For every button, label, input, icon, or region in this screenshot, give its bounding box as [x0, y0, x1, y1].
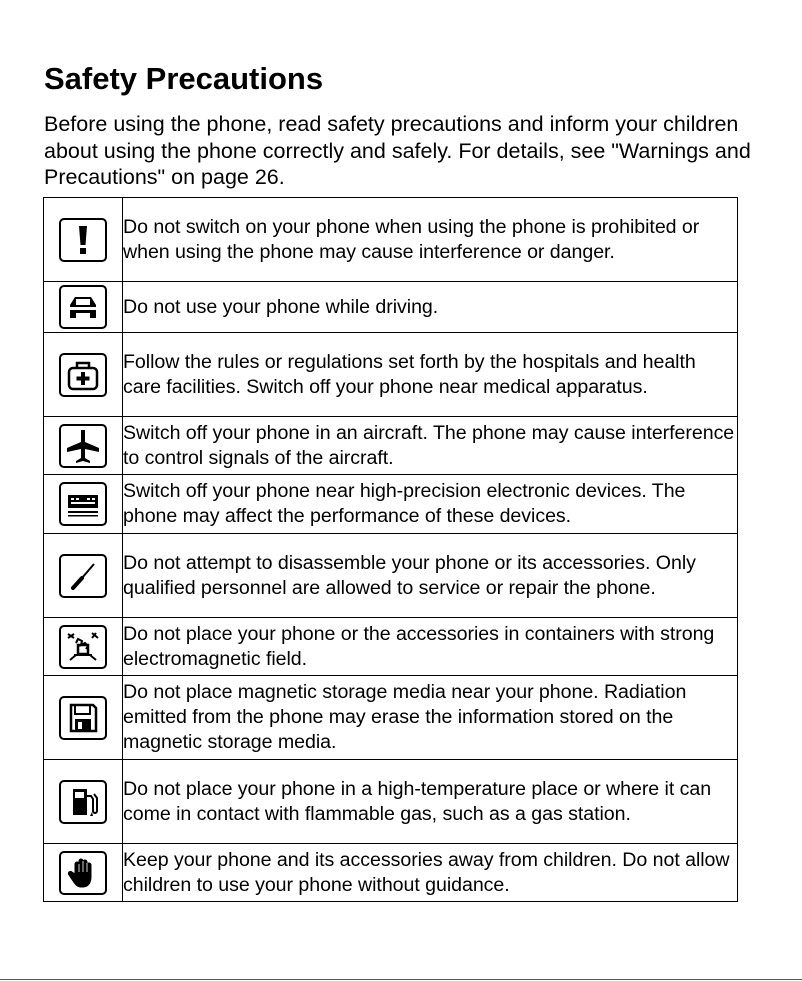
precaution-text: Do not attempt to disassemble your phone or its accessories. Only qualified personnel are allowed to service or repair the phone.: [123, 534, 738, 618]
precaution-text: Follow the rules or regulations set forth by the hospitals and health care facilities. Switch off your phone near medical apparatus.: [123, 333, 738, 417]
precaution-text: Switch off your phone in an aircraft. The phone may cause interference to control signals of the aircraft.: [123, 417, 738, 475]
precaution-text: Do not switch on your phone when using the phone is prohibited or when using the phone may cause interference or danger.: [123, 198, 738, 282]
gas-pump-icon: [59, 780, 107, 824]
car-icon: [59, 285, 107, 329]
precaution-text: Switch off your phone near high-precision electronic devices. The phone may affect the performance of these devices.: [123, 475, 738, 534]
page-title: Safety Precautions: [44, 61, 324, 96]
precaution-text: Do not place your phone in a high-temperature place or where it can come in contact with flammable gas, such as a gas station.: [123, 760, 738, 844]
table-row: [44, 676, 738, 760]
electromagnetic-field-icon: [59, 625, 107, 669]
table-row: [44, 198, 738, 282]
table-row: [44, 333, 738, 417]
table-row: [44, 282, 738, 333]
precautions-table: [43, 197, 738, 902]
precaution-text: Do not place your phone or the accessories in containers with strong electromagnetic field.: [123, 618, 738, 676]
airplane-icon: [59, 424, 107, 468]
intro-paragraph: Before using the phone, read safety precautions and inform your children about using the phone correctly and safely. For details, see "Warnings and Precautions" on page 26.: [44, 112, 751, 189]
table-row: [44, 475, 738, 534]
screwdriver-icon: [59, 554, 107, 598]
hand-stop-icon: [59, 851, 107, 895]
precaution-text: Keep your phone and its accessories away from children. Do not allow children to use your phone without guidance.: [123, 844, 738, 902]
table-row: [44, 618, 738, 676]
precaution-text: Do not place magnetic storage media near your phone. Radiation emitted from the phone may erase the information stored on the magnetic storage media.: [123, 676, 738, 760]
floppy-disk-icon: [59, 696, 107, 740]
table-row: [44, 534, 738, 618]
table-row: [44, 760, 738, 844]
table-row: [44, 844, 738, 902]
first-aid-kit-icon: [59, 353, 107, 397]
table-row: [44, 417, 738, 475]
exclamation-icon: [59, 218, 107, 262]
page-bottom-divider: [0, 979, 802, 980]
precaution-text: Do not use your phone while driving.: [123, 282, 738, 333]
electronic-device-icon: [59, 482, 107, 526]
